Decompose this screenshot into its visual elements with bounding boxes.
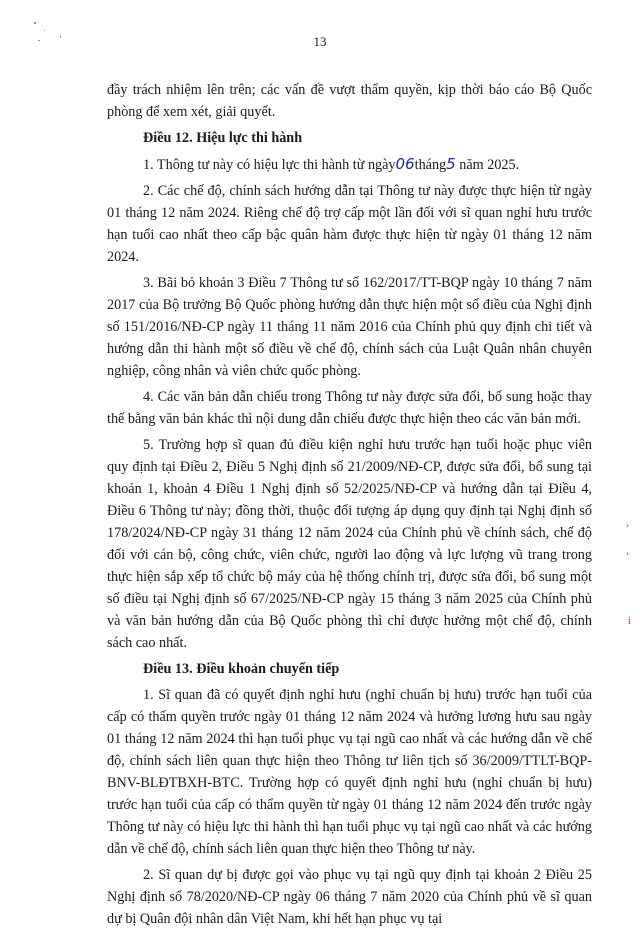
clause-1-text-before: 1. Thông tư này có hiệu lực thi hành từ ngày bbox=[143, 157, 396, 173]
scan-speck bbox=[34, 22, 36, 24]
article-12-clause-4: 4. Các văn bản dẫn chiếu trong Thông tư này được sửa đổi, bổ sung hoặc thay thế bằng văn bản khác thì nội dung dẫn chiếu được thực hiện theo các văn bản mới. bbox=[107, 389, 592, 427]
scan-speck bbox=[44, 30, 45, 31]
article-13-heading: Điều 13. Điều khoản chuyển tiếp bbox=[143, 661, 340, 677]
edge-mark: › bbox=[626, 520, 629, 530]
article-12-clause-1 bbox=[107, 153, 592, 176]
article-12-clause-5: 5. Trường hợp sĩ quan đủ điều kiện nghỉ hưu trước hạn tuổi hoặc phục viên quy định tại Điều 2, Điều 5 Nghị định số 21/2009/NĐ-CP, được sửa đổi, bổ sung tại khoản 1, khoản 4 Điều 1 Nghị định số 52/2025/NĐ-CP và hướng dẫn tại Điều 4, Điều 6 Thông tư này; đồng thời, thuộc đối tượng áp dụng quy định tại Nghị định số 178/2024/NĐ-CP ngày 31 tháng 12 năm 2024 của Chính phủ về chính sách, chế độ đối với cán bộ, công chức, viên chức, người lao động và lực lượng vũ trang trong thực hiện sắp xếp tổ chức bộ máy của hệ thống chính trị, được sửa đổi, bổ sung một số điều tại Nghị định số 67/2025/NĐ-CP ngày 15 tháng 3 năm 2025 của Chính phủ và văn bản hướng dẫn của Bộ Quốc phòng thì chỉ được hưởng một chế độ, chính sách cao nhất. bbox=[107, 437, 592, 651]
edge-mark: ⅰ bbox=[628, 616, 631, 626]
page-number: 13 bbox=[313, 34, 327, 49]
clause-1-text-after: năm 2025. bbox=[455, 157, 520, 173]
clause-1-month-label: tháng bbox=[414, 157, 447, 173]
handwritten-month: 5 bbox=[446, 155, 456, 173]
article-13-clause-2: 2. Sĩ quan dự bị được gọi vào phục vụ tại ngũ quy định tại khoản 2 Điều 25 Nghị định số 78/2020/NĐ-CP ngày 06 tháng 7 năm 2020 của Chính phủ về sĩ quan dự bị Quân đội nhân dân Việt Nam, khi hết hạn phục vụ tại bbox=[107, 867, 592, 927]
document-body bbox=[107, 79, 592, 934]
intro-paragraph: đầy trách nhiệm lên trên; các vấn đề vượt thẩm quyền, kịp thời báo cáo Bộ Quốc phòng để xem xét, giải quyết. bbox=[107, 82, 592, 120]
handwritten-day: 06 bbox=[395, 155, 415, 173]
edge-mark: › bbox=[626, 548, 629, 558]
article-12-clause-2: 2. Các chế độ, chính sách hướng dẫn tại Thông tư này được thực hiện từ ngày 01 tháng 12 năm 2024. Riêng chế độ trợ cấp một lần đối với sĩ quan nghỉ hưu trước hạn tuổi cao nhất theo cấp bậc quân hàm được thực hiện từ ngày 01 tháng 12 năm 2024. bbox=[107, 183, 592, 265]
article-13-clause-1: 1. Sĩ quan đã có quyết định nghỉ hưu (nghỉ chuẩn bị hưu) trước hạn tuổi của cấp có thẩm quyền trước ngày 01 tháng 12 năm 2024 và hưởng lương hưu sau ngày 01 tháng 12 năm 2024 thì hạn tuổi phục vụ tại ngũ cao nhất và các hướng dẫn về chế độ, chính sách liên quan thực hiện theo Thông tư liên tịch số 36/2009/TTLT-BQP-BNV-BLĐTBXH-BTC. Trường hợp có quyết định nghỉ hưu (nghỉ chuẩn bị hưu) trước hạn tuổi của cấp có thẩm quyền từ ngày 01 tháng 12 năm 2024 đến trước ngày Thông tư này có hiệu lực thi hành thì hạn tuổi phục vụ tại ngũ cao nhất và các hướng dẫn về chế độ, chính sách liên quan thực hiện theo Thông tư này. bbox=[107, 687, 592, 857]
article-12-clause-3: 3. Bãi bỏ khoản 3 Điều 7 Thông tư số 162/2017/TT-BQP ngày 10 tháng 7 năm 2017 của Bộ trưởng Bộ Quốc phòng hướng dẫn thực hiện một số điều của Nghị định số 151/2016/NĐ-CP ngày 11 tháng 11 năm 2016 của Chính phủ quy định chi tiết và hướng dẫn thi hành một số điều về chế độ, chính sách của Luật Quân nhân chuyên nghiệp, công nhân và viên chức quốc phòng. bbox=[107, 275, 592, 379]
article-12-heading: Điều 12. Hiệu lực thi hành bbox=[143, 130, 303, 146]
